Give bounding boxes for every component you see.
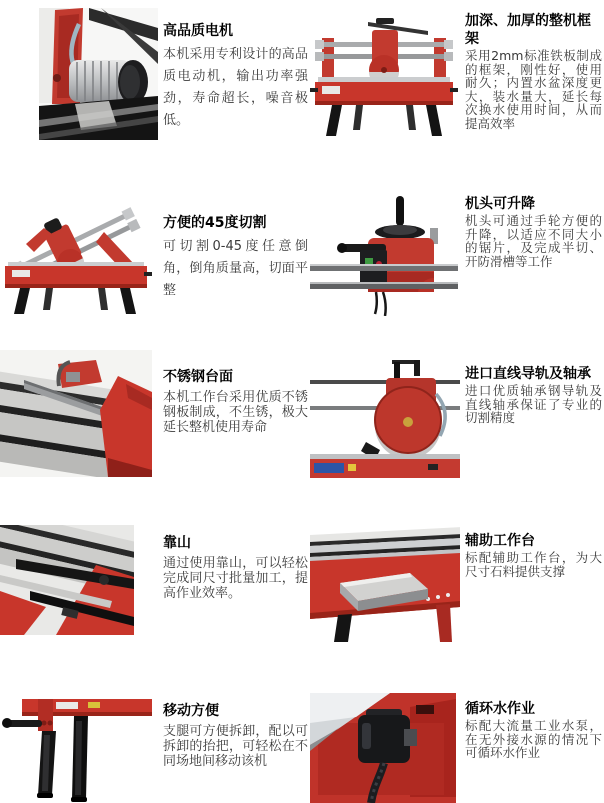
- feature-body: 标配辅助工作台，为大尺寸石料提供支撑: [465, 550, 602, 579]
- photo-blade-head: [310, 350, 460, 478]
- feature-text-mobile: [158, 693, 310, 803]
- handwheel-head-illustration: [310, 188, 458, 316]
- feature-row-4: [0, 525, 604, 642]
- feature-body: 本机采用专利设计的高品质电动机，输出功率强劲，寿命超长，噪音极低。: [163, 47, 308, 128]
- motor-photo-illustration: [39, 8, 158, 140]
- feature-text-frame: [460, 8, 604, 140]
- feature-body: 本机工作台采用优质不锈钢板制成，不生锈，极大延长整机使用寿命: [163, 390, 308, 435]
- feature-title: 靠山: [163, 535, 191, 551]
- photo-full-machine: [310, 8, 460, 140]
- feature-title: 循环水作业: [465, 701, 535, 717]
- feature-body: 支腿可方便拆卸，配以可拆卸的抬把，可轻松在不同场地间移动该机: [163, 724, 308, 769]
- photo-water-pump: [310, 693, 460, 803]
- feature-text-rails: [460, 350, 604, 478]
- feature-text-table: [158, 350, 310, 478]
- feature-title: 机头可升降: [465, 196, 535, 212]
- stainless-table-illustration: [0, 350, 152, 477]
- feature-body: 标配大流量工业水泵，在无外接水源的情况下可循环水作业: [465, 718, 602, 760]
- feature-body: 采用2mm标准铁板制成的框架，刚性好，使用耐久；内置水盆深度更大，装水量大，延长每次换水使用时间，从而提高效率: [465, 48, 602, 131]
- feature-row-3: [0, 350, 604, 478]
- feature-title: 进口直线导轨及轴承: [465, 366, 591, 382]
- aux-table-illustration: [310, 525, 460, 642]
- feature-title: 加深、加厚的整机框架: [465, 13, 591, 47]
- feature-title: 方便的45度切割: [163, 215, 267, 231]
- feature-body: 进口优质轴承钢导轨及直线轴承保证了专业的切割精度: [465, 383, 602, 425]
- tilted-gantry-illustration: [0, 188, 152, 314]
- feature-text-bevel: [158, 188, 310, 316]
- feature-text-pump: [460, 693, 604, 803]
- photo-tilted-gantry: [0, 188, 158, 316]
- fence-illustration: [0, 525, 134, 635]
- feature-body: 通过使用靠山，可以轻松完成同尺寸批量加工，提高作业效率。: [163, 556, 308, 601]
- feature-title: 辅助工作台: [465, 533, 535, 549]
- feature-title: 移动方便: [163, 703, 219, 719]
- feature-row-1: [0, 8, 604, 140]
- feature-title: 高品质电机: [163, 23, 233, 39]
- feature-body: 机头可通过手轮方便的升降，以适应不同大小的锯片，及完成半切、开防滑槽等工作: [465, 213, 602, 269]
- photo-handwheel-head: [310, 188, 460, 316]
- feature-text-motor: [158, 8, 310, 140]
- feature-text-fence: [158, 525, 310, 642]
- feature-title: 不锈钢台面: [163, 369, 233, 385]
- feature-body: 可切割0-45度任意倒角，倒角质量高，切面平整: [163, 239, 308, 298]
- photo-fence: [0, 525, 158, 642]
- feature-text-aux: [460, 525, 604, 642]
- legs-handle-illustration: [0, 693, 152, 803]
- full-machine-illustration: [310, 8, 458, 138]
- photo-motor-closeup: [0, 8, 158, 140]
- feature-row-2: [0, 188, 604, 316]
- water-pump-illustration: [310, 693, 456, 803]
- photo-aux-table: [310, 525, 460, 642]
- photo-legs-handle: [0, 693, 158, 803]
- feature-row-5: [0, 693, 604, 803]
- photo-stainless-table: [0, 350, 158, 478]
- feature-text-lift: [460, 188, 604, 316]
- blade-head-illustration: [310, 350, 460, 478]
